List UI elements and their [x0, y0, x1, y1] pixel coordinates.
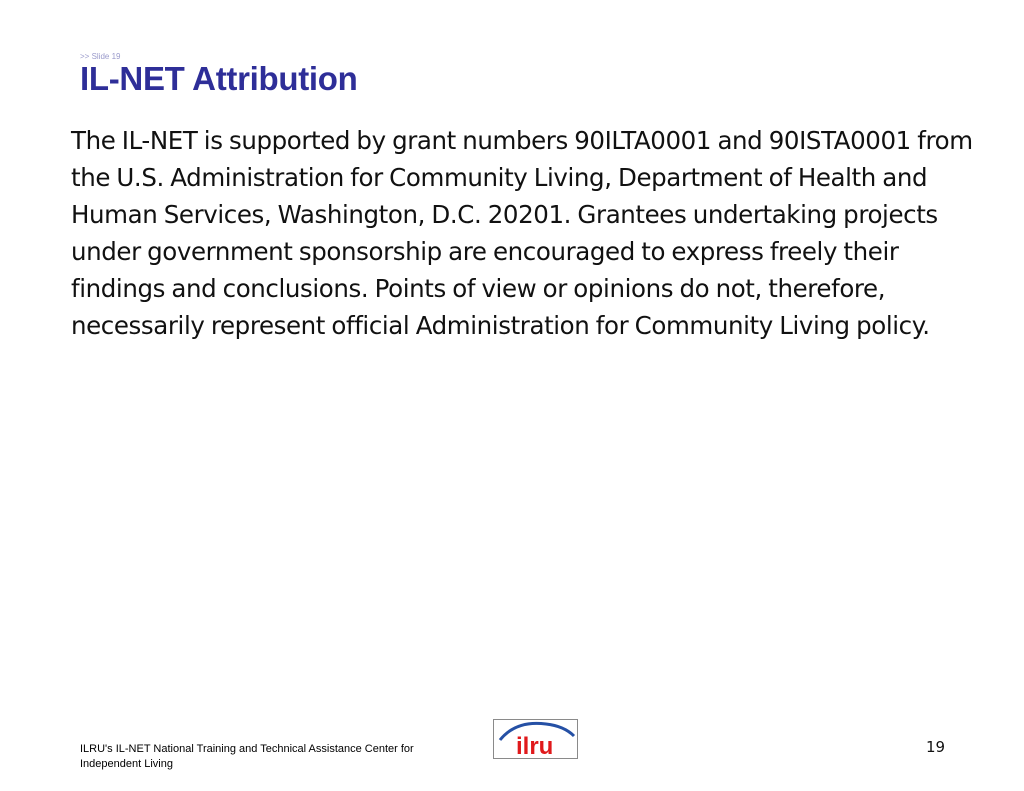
ilru-logo-graphic	[494, 720, 577, 758]
ilru-logo	[493, 719, 578, 759]
logo-text: ilru	[516, 733, 554, 758]
footer-credit-line-1: ILRU's IL-NET National Training and Technical Assistance Center for	[80, 743, 414, 755]
footer-credit	[80, 742, 460, 772]
footer-credit-line-2: Independent Living	[80, 758, 173, 770]
attribution-paragraph: The IL-NET is supported by grant numbers 90ILTA0001 and 90ISTA0001 from the U.S. Administration for Community Living, Department of Health and Human Services, Washington, D.C. 20201. Grantees undertaking projects under government sponsorship are encouraged to express freely their findings and conclusions. Points of view or opinions do not, therefore, necessarily represent official Administration for Community Living policy.	[71, 126, 973, 340]
slide-marker: >> Slide 19	[80, 52, 121, 61]
page-number: 19	[926, 738, 946, 756]
slide-title: IL-NET Attribution	[80, 60, 358, 97]
